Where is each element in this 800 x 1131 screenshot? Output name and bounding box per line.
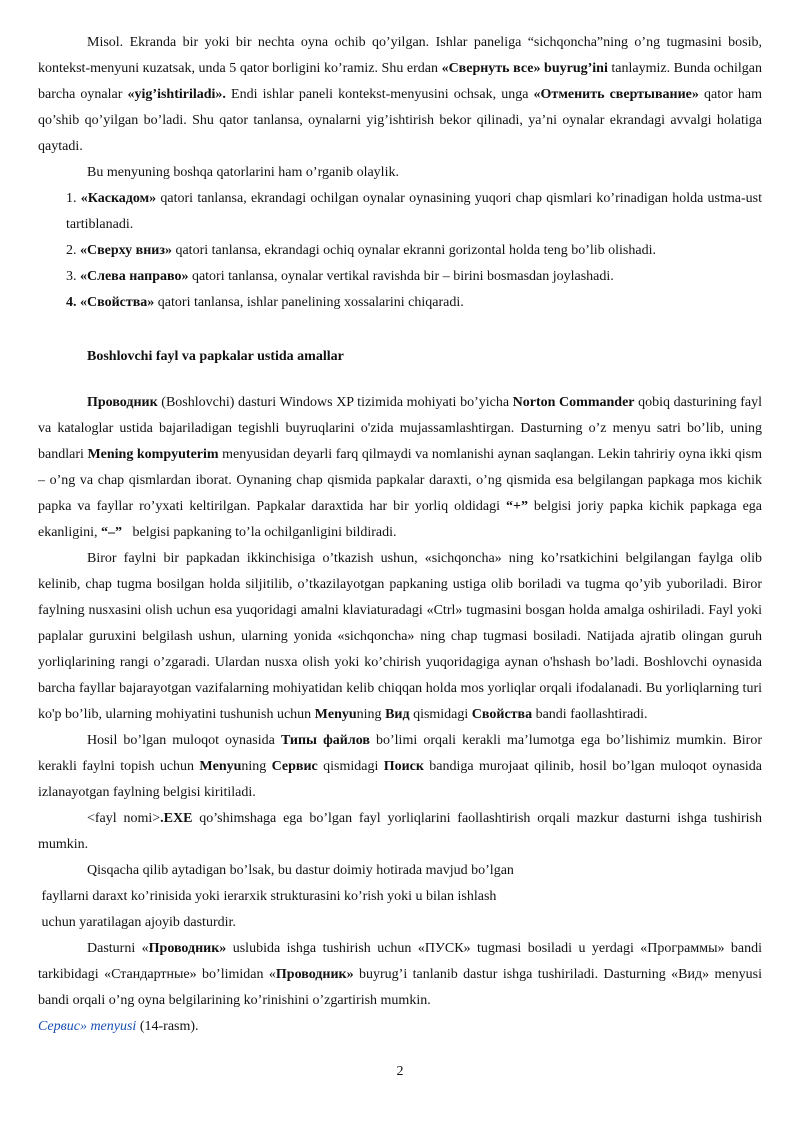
bold-text: Вид [385,707,410,722]
bold-text: «yig’ishtiriladi». [127,87,226,102]
text: tanlaymiz. Bunda ochilgan barcha oynalar [38,61,762,102]
list-item [38,186,762,238]
section-heading: Boshlovchi fayl va papkalar ustida amallar [87,349,344,364]
bold-text: Сервис [271,759,318,774]
list-number: 3. [66,269,80,284]
caption-highlight: Сервис» menyusi [38,1019,137,1034]
text: bandi faollashtiradi. [532,707,648,722]
text: qobiq dasturining fayl va kataloglar ustida bajariladigan tegishli buyruqlarini o'zida mujassamlashtirgan. Dasturning o’z menyu satri bo’lib, uning bandlari [38,395,762,462]
text: Endi ishlar paneli kontekst-menyusini ochsak, unga [225,87,534,102]
bold-text: “–” [101,525,122,540]
text: menyusidan deyarli farq qilmaydi va nomlanishi aynan saqlangan. Lekin tahririy oyna ikki qism – o’ng va chap qismlardan iborat. Oynaning chap qismida papkalar daraxti, o’ng qismida esa belgilangan papkaga mos kichik papka va fayllar ro’yxati keltirilgan. Papkalar daraxtida har bir yorliq oldidagi [38,447,762,514]
bold-text: «Каскадом» [80,191,157,206]
paragraph-menu-intro: Bu menyuning boshqa qatorlarini ham o’rganib olaylik. [87,165,399,180]
text: qismidagi [317,759,384,774]
bold-text: «Слева направо» [80,269,189,284]
list-number: 2. [66,243,80,258]
list-number: 4. [66,295,80,310]
text: bo’limi orqali kerakli ma’lumotga ega bo’lishimiz mumkin. Biror kerakli faylni topish uchun [38,733,762,774]
bold-text: Свойства [471,707,533,722]
paragraph-summary-line: fayllarni daraxt ko’rinisida yoki ierarxik strukturasini ko’rish yoki u bilan ishlash [38,889,497,904]
text: Biror faylni bir papkadan ikkinchisiga o’tkazish ushun, «sichqoncha» ning ko’rsatkichini belgilangan faylga olib kelinib, chap tugma bosilgan holda siljitilib, o’tkazilayotgan papkaning ustiga olib boriladi va tugma qo’yib yuboriladi. Biror faylning nusxasini olish uchun esa yuqoridagi amalni klaviaturadagi «Ctrl» tugmasini bosgan holda amalga oshiriladi. Fayl yoki paplalar guruxini belgilash ushun, ularning yonida «sichqoncha» ning chap tugmasi bosiladi. Natijada ajratib olingan guruh yorliqlarining rangi o’zgaradi. Ulardan nusxa olish yoki ko’chirish yuqoridagiga aynan o'hshash bo’ladi. Boshlovchi oynasida barcha fayllar bajarayotgan vazifalarning mohiyatidan kelib chiqqan holda mos yorliqlar orqali ifodalanadi. Bu yorliqlarning turi ko'p bo’lib, ularning mohiyatini tushunish uchun [38,551,762,722]
paragraph-summary-line: uchun yaratilagan ajoyib dasturdir. [38,915,236,930]
text: Hosil bo’lgan muloqot oynasida [87,733,281,748]
spacer [38,370,762,390]
bold-text: Проводник» [148,941,227,956]
bold-text: Menyu [314,707,357,722]
text: qatori tanlansa, ishlar panelining xossalarini chiqaradi. [154,295,464,310]
text: ning [356,707,386,722]
text: Dasturni « [87,941,149,956]
list-number: 1. [66,191,81,206]
text: ning [241,759,272,774]
text: buyrug’i tanlanib dastur ishga tushiriladi. Dasturning «Вид» menyusi bandi orqali o’ng oyna belgilarining ko’rinishini o’zgartirish mumkin. [38,967,762,1008]
bold-text: Типы файлов [280,733,370,748]
page-number: 2 [396,1064,404,1079]
bold-text: Проводник [87,395,158,410]
bold-text: Menyu [199,759,242,774]
text: (Boshlovchi) dasturi Windows XP tizimida mohiyati bo’yicha [157,395,513,410]
list-item [38,264,762,290]
bold-text: Проводник» [275,967,354,982]
bold-text: .EXE [160,811,193,826]
text: uslubida ishga tushirish uchun «ПУСК» tugmasi bosiladi u yerdagi «Программы» bandi tarkibidagi «Стандартные» bo’limidan « [38,941,762,982]
text: belgisi joriy papka kichik papkaga ega ekanligini, [38,499,763,540]
bold-text: Norton Commander [512,395,635,410]
text: (14-rasm). [136,1019,199,1034]
bold-text: «Свернуть все» buyrug’ini [441,61,608,76]
list-item [38,238,762,264]
text: Misol. Ekranda bir yoki bir nechta oyna ochib qo’yilgan. Ishlar paneliga “sichqoncha”ning o’ng tugmasini bosib, kontekst-menyuni кuzatsak, unda 5 qator borligini ko’ramiz. Shu erdan [38,35,762,76]
bold-text: Поиск [383,759,424,774]
figure-caption [38,1014,762,1040]
text: qatori tanlansa, ekrandagi ochilgan oynalar oynasining yuqori chap qismlari ko’rinadigan holda ustma-ust tartiblanadi. [66,191,762,232]
document-page [38,30,762,1040]
text: qatori tanlansa, oynalar vertikal ravishda bir – birini bosmasdan joylashadi. [188,269,614,284]
bold-text: «Свойства» [80,295,155,310]
text: belgisi papkaning to’la ochilganligini bildiradi. [122,525,397,540]
spacer [38,316,762,344]
text: qator ham qo’shib qo’yilgan bo’ladi. Shu qator tanlansa, oynalarni yig’ishtirish bekor qilinadi, ya’ni oynalar ekrandagi avvalgi holatiga qaytadi. [38,87,763,154]
paragraph-exe [38,806,762,858]
paragraph-explorer [38,390,762,546]
text: bandiga murojaat qilinib, hosil bo’lgan muloqot oynasida izlanayotgan faylning belgisi kiritiladi. [38,759,763,800]
paragraph-summary-line: Qisqacha qilib aytadigan bo’lsak, bu dastur doimiy hotirada mavjud bo’lgan [87,863,514,878]
paragraph-move-files [38,546,762,728]
paragraph-example [38,30,762,160]
text: qatori tanlansa, ekrandagi ochiq oynalar ekranni gorizontal holda teng bo’lib olishadi. [171,243,656,258]
bold-text: «Отменить свертывание» [533,87,699,102]
text: qismidagi [409,707,472,722]
bold-text: Mening kompyuterim [87,447,219,462]
text: <fayl nomi> [87,811,161,826]
text: qo’shimshaga ega bo’lgan fayl yorliqlarini faollashtirish orqali mazkur dasturni ishga tushirish mumkin. [38,811,762,852]
paragraph-launch [38,936,762,1014]
bold-text: “+” [505,499,528,514]
paragraph-file-types [38,728,762,806]
list-item [38,290,762,316]
bold-text: «Сверху вниз» [80,243,172,258]
